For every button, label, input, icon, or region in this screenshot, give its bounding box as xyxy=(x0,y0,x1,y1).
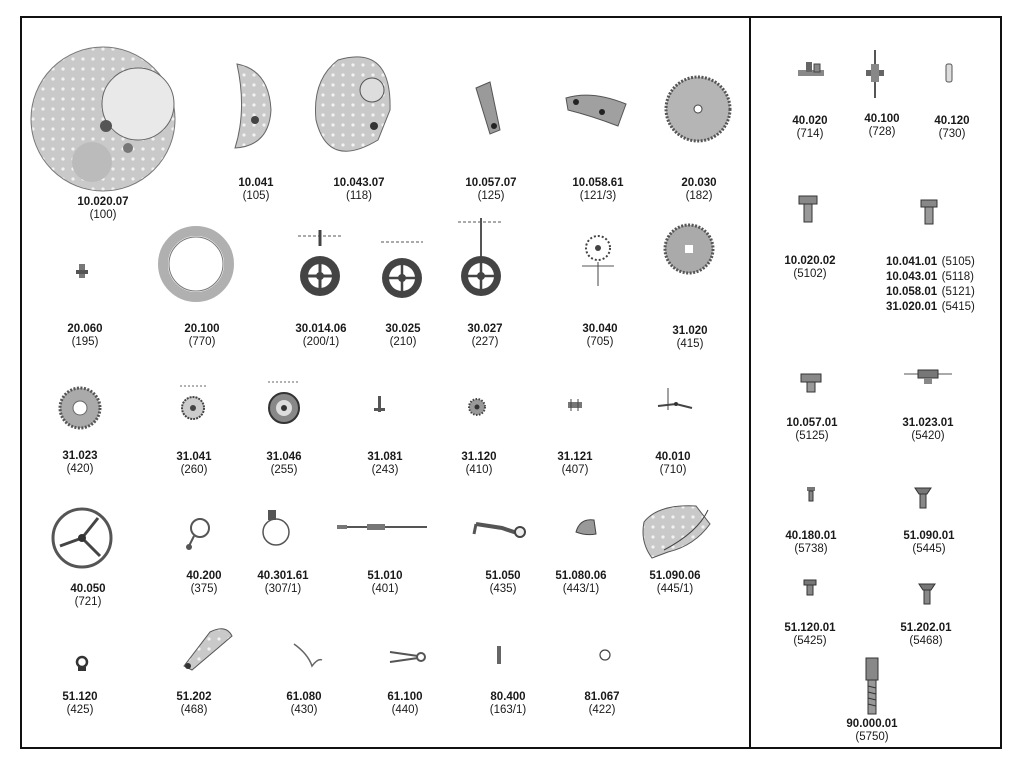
bridge-icon xyxy=(562,90,632,130)
part-label: 10.057.01 (5125) xyxy=(786,417,838,442)
part-label: 30.025 (210) xyxy=(385,323,421,348)
part-label: 81.067 (422) xyxy=(584,691,620,716)
stud-icon xyxy=(184,516,216,552)
part-label: 31.120 (410) xyxy=(461,451,497,476)
part-label: 10.020.02 (5102) xyxy=(784,255,836,280)
pallet-icon xyxy=(654,386,696,416)
part-label: 90.000.01 (5750) xyxy=(846,718,898,743)
part-label: 30.014.06 (200/1) xyxy=(295,323,347,348)
stud-icon xyxy=(258,506,292,548)
part-label: 51.202.01 (5468) xyxy=(900,622,952,647)
part-label: 10.020.07 (100) xyxy=(77,196,129,221)
part-label: 40.100 (728) xyxy=(864,113,900,138)
part-label: 31.121 (407) xyxy=(557,451,593,476)
lever-icon xyxy=(470,78,506,138)
part-label: 20.030 (182) xyxy=(681,177,717,202)
part-label: 40.050 (721) xyxy=(70,583,106,608)
ring-icon xyxy=(598,648,612,662)
screw-icon xyxy=(917,582,937,606)
part-label: 31.041 (260) xyxy=(176,451,212,476)
part-label: 40.180.01 (5738) xyxy=(785,530,837,555)
part-label: 10.043.07 (118) xyxy=(333,177,385,202)
part-label: 10.041 (105) xyxy=(238,177,274,202)
ring-icon xyxy=(158,226,234,302)
part-label: 31.081 (243) xyxy=(367,451,403,476)
pin-icon xyxy=(372,394,388,414)
wheel-icon xyxy=(266,376,302,426)
screw-icon xyxy=(913,486,933,510)
screw-icon xyxy=(805,486,817,502)
part-label: 80.400 (163/1) xyxy=(489,691,527,716)
stem-icon xyxy=(335,520,429,534)
gear-icon xyxy=(58,386,102,430)
screw-icon xyxy=(802,578,818,596)
part-label: 40.301.61 (307/1) xyxy=(257,570,309,595)
part-label: 51.090.06 (445/1) xyxy=(649,570,701,595)
bridge-icon xyxy=(229,60,275,152)
screw-icon xyxy=(863,656,881,716)
part-label: 31.023 (420) xyxy=(62,450,98,475)
ring-icon xyxy=(74,654,90,674)
part-label: 10.057.07 (125) xyxy=(465,177,517,202)
part-label: 10.058.61 (121/3) xyxy=(572,177,624,202)
screw-icon xyxy=(796,194,820,224)
part-label: 51.080.06 (443/1) xyxy=(555,570,607,595)
part-label: 51.120 (425) xyxy=(62,691,98,716)
part-label: 31.023.01 (5420) xyxy=(902,417,954,442)
part-label: 51.010 (401) xyxy=(367,570,403,595)
lever-icon xyxy=(472,516,528,542)
part-label: 61.100 (440) xyxy=(387,691,423,716)
wheel-icon xyxy=(381,236,425,300)
pin-icon xyxy=(75,262,89,282)
multi-part-label: 10.041.01 (5105) 10.043.01 (5118) 10.058.01 (5121) 31.020.01 (5415) xyxy=(886,256,975,313)
part-label: 40.020 (714) xyxy=(792,115,828,140)
part-label: 40.200 (375) xyxy=(186,570,222,595)
spring-icon xyxy=(388,646,428,668)
part-label: 40.010 (710) xyxy=(655,451,691,476)
wheel-icon xyxy=(458,218,504,298)
part-label: 51.050 (435) xyxy=(485,570,521,595)
screw-icon xyxy=(799,372,823,394)
spring-icon xyxy=(572,514,600,540)
gear-icon xyxy=(662,222,716,276)
bridge-icon xyxy=(308,50,394,168)
wheel-icon xyxy=(178,382,208,422)
part-label: 61.080 (430) xyxy=(286,691,322,716)
screw-icon xyxy=(904,368,952,386)
bridge-icon xyxy=(638,502,714,560)
gear-icon xyxy=(663,74,733,144)
stud-icon xyxy=(796,60,826,78)
part-label: 51.120.01 (5425) xyxy=(784,622,836,647)
wheel-icon xyxy=(298,230,344,300)
bridge-icon xyxy=(174,624,236,672)
part-label: 30.040 (705) xyxy=(582,323,618,348)
part-label: 30.027 (227) xyxy=(467,323,503,348)
part-label: 51.202 (468) xyxy=(176,691,212,716)
jewel-icon xyxy=(944,62,954,84)
pinion-icon xyxy=(566,398,584,412)
part-label: 40.120 (730) xyxy=(934,115,970,140)
balance-wheel-icon xyxy=(50,506,114,570)
part-label: 31.020 (415) xyxy=(672,325,708,350)
part-label: 31.046 (255) xyxy=(266,451,302,476)
mainplate-icon xyxy=(28,44,178,194)
part-label: 51.090.01 (5445) xyxy=(903,530,955,555)
pinion-icon xyxy=(466,396,488,418)
pin-icon xyxy=(494,644,504,666)
screw-icon xyxy=(918,198,940,226)
spring-icon xyxy=(290,640,326,672)
part-label: 20.100 (770) xyxy=(184,323,220,348)
staff-icon xyxy=(864,50,886,98)
escape-wheel-icon xyxy=(578,232,618,290)
part-label: 20.060 (195) xyxy=(67,323,103,348)
